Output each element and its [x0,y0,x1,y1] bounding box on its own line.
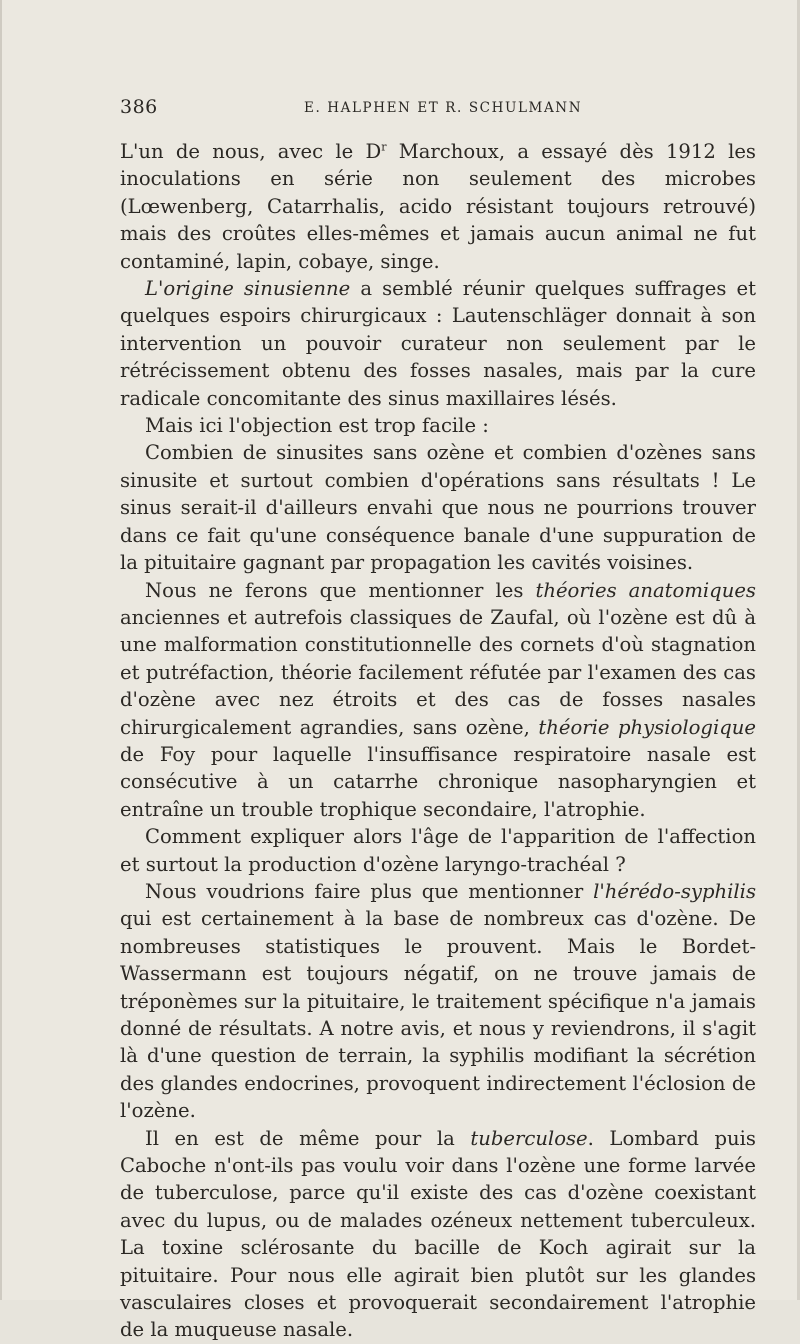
text-run: Nous voudrions faire plus que mentionner [145,879,594,903]
paragraph [120,275,756,412]
paragraph [120,577,756,824]
text-run: . Lombard puis Caboche n'ont-ils pas voulu voir dans l'ozène une forme larvée de tuberculose, parce qu'il existe des cas d'ozène coexistant avec du lupus, ou de malades ozéneux nettement tuberculeux. La toxine sclérosante du bacille de Koch agirait sur la pituitaire. Pour nous elle agirait bien plutôt sur les glandes vasculaires closes et provoquerait secondairement l'atrophie de la muqueuse nasale. [120,1126,756,1342]
text-run: Combien de sinusites sans ozène et combien d'ozènes sans sinusite et surtout combien d'opérations sans résultats ! Le sinus serait-il d'ailleurs envahi que nous ne pourrions trouver dans ce fait qu'une conséquence banale d'une suppuration de la pituitaire gagnant par propagation les cavités voisines. [120,441,756,575]
paragraph [120,138,756,275]
text-run: Nous ne ferons que mentionner les [145,578,536,602]
italic-term: L'origine sinusienne [145,277,351,301]
text-run: Comment expliquer alors l'âge de l'apparition de l'affection et surtout la production d'ozène laryngo-trachéal ? [120,825,756,876]
page-header [120,96,747,118]
page-number: 386 [120,96,158,118]
paragraph [120,439,756,576]
italic-term: l'hérédo-syphilis [593,879,756,903]
text-run: L'un de nous, avec le D [120,140,382,163]
paragraph [120,878,756,1125]
text-run: de Foy pour laquelle l'insuffisance respiratoire nasale est consécutive à un catarrhe chronique nasopharyngien et entraîne un trouble trophique secondaire, l'atrophie. [120,742,756,821]
text-run: Il en est de même pour la [145,1126,471,1150]
text-run: Marchoux, a essayé dès 1912 les inoculations en série non seulement des microbes (Lœwenberg, Catarrhalis, acido résistant toujours retrouvé) mais des croûtes elles-mêmes et jamais aucun animal ne fut contaminé, lapin, cobaye, singe. [120,140,756,273]
paragraph [120,412,756,439]
italic-term: théorie physiologique [538,715,756,739]
paragraph [120,823,756,878]
text-run: a semblé réunir quelques suffrages et quelques espoirs chirurgicaux : Lautenschläger donnait à son intervention un pouvoir curateur non seulement par le rétrécissement obtenu des fosses nasales, mais par la cure radicale concomitante des sinus maxillaires lésés. [120,277,756,410]
body-text [120,138,756,1344]
italic-term: tuberculose [470,1126,588,1150]
italic-term: théories anatomiques [535,578,756,602]
text-run: qui est certainement à la base de nombreux cas d'ozène. De nombreuses statistiques le prouvent. Mais le Bordet-Wassermann est toujours négatif, on ne trouve jamais de tréponèmes sur la pituitaire, le traitement spécifique n'a jamais donné de résultats. A notre avis, et nous y reviendrons, il s'agit là d'une question de terrain, la syphilis modifiant la sécrétion des glandes endocrines, provoquent indirectement l'éclosion de l'ozène. [120,907,756,1123]
paragraph [120,1125,756,1344]
text-run: Mais ici l'objection est trop facile : [145,414,489,438]
text-run: anciennes et autrefois classiques de Zaufal, où l'ozène est dû à une malformation constitutionnelle des cornets d'où stagnation et putréfaction, théorie facilement réfutée par l'examen des cas d'ozène avec nez étroits et des cas de fosses nasales chirurgicalement agrandies, sans ozène, [120,605,756,739]
superscript: r [381,140,387,154]
running-head: E. HALPHEN ET R. SCHULMANN [304,100,583,116]
